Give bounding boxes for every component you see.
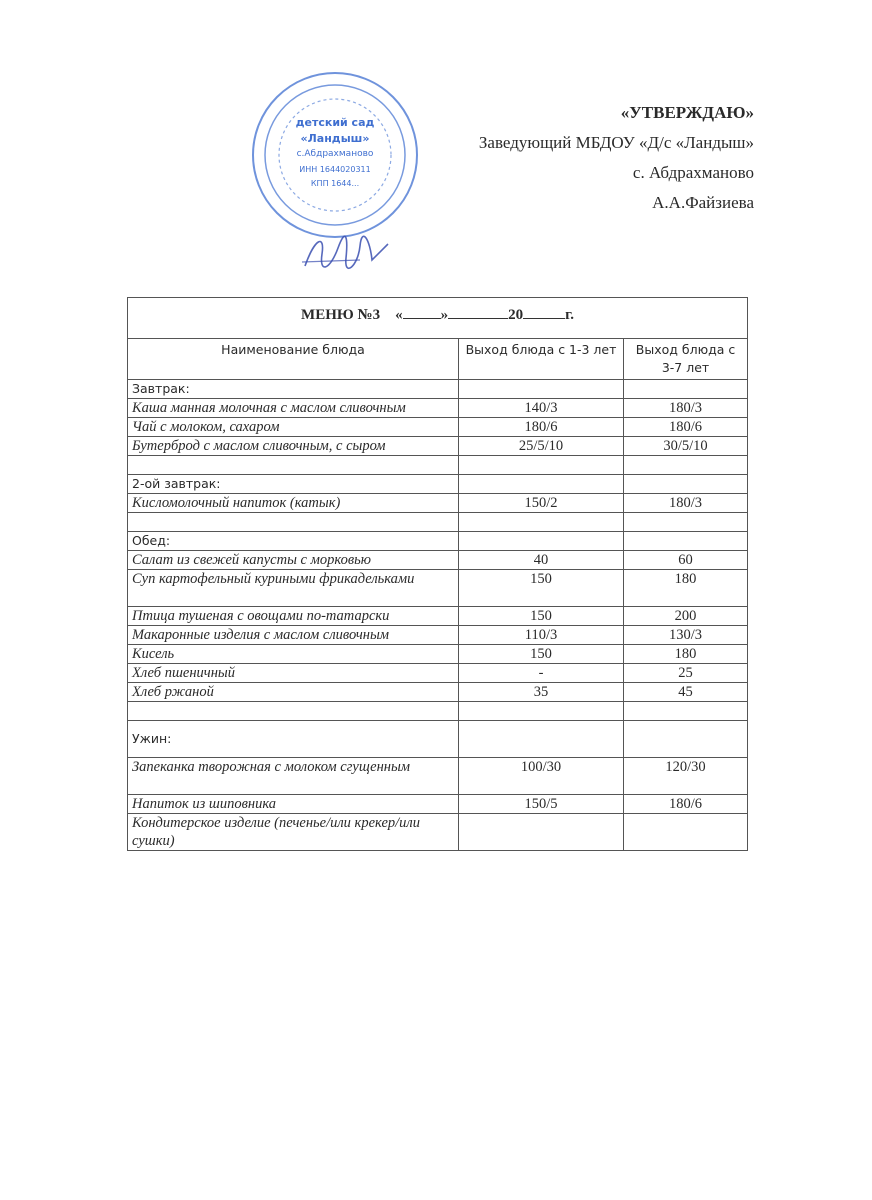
menu-table: [127, 297, 748, 851]
table-row: [128, 570, 748, 607]
dish-name-cell: Суп картофельный куриными фрикадельками: [128, 570, 459, 607]
yield-3-7-cell: 25: [624, 664, 748, 683]
official-stamp-icon: [250, 70, 420, 240]
yield-1-3-cell: 25/5/10: [459, 437, 624, 456]
yield-3-7-cell: [624, 456, 748, 475]
yield-3-7-cell: [624, 513, 748, 532]
section-row: [128, 475, 748, 494]
dish-name-cell: Обед:: [128, 532, 459, 551]
table-row: [128, 418, 748, 437]
yield-3-7-cell: [624, 380, 748, 399]
yield-1-3-cell: 40: [459, 551, 624, 570]
yield-1-3-cell: 150: [459, 570, 624, 607]
yield-3-7-cell: 180/3: [624, 399, 748, 418]
yield-1-3-cell: 35: [459, 683, 624, 702]
dish-name-cell: Кисломолочный напиток (катык): [128, 494, 459, 513]
yield-1-3-cell: -: [459, 664, 624, 683]
table-row: [128, 758, 748, 795]
yield-3-7-cell: [624, 475, 748, 494]
yield-3-7-cell: 180/6: [624, 795, 748, 814]
yield-1-3-cell: [459, 532, 624, 551]
section-row: [128, 532, 748, 551]
dish-name-cell: [128, 456, 459, 475]
approval-position: Заведующий МБДОУ «Д/с «Ландыш»: [478, 133, 754, 152]
yield-3-7-cell: 45: [624, 683, 748, 702]
approval-village: с. Абдрахманово: [632, 163, 754, 182]
dish-name-cell: Ужин:: [128, 721, 459, 758]
yield-3-7-cell: 120/30: [624, 758, 748, 795]
year-suffix: г.: [565, 307, 574, 323]
yield-1-3-cell: [459, 702, 624, 721]
approval-title: «УТВЕРЖДАЮ»: [620, 103, 754, 122]
yield-3-7-cell: 60: [624, 551, 748, 570]
stamp-text-1: детский сад: [295, 116, 375, 129]
dish-name-cell: [128, 702, 459, 721]
table-row: [128, 645, 748, 664]
yield-1-3-cell: 150: [459, 607, 624, 626]
table-row: [128, 607, 748, 626]
column-header-yield-1-3: Выход блюда с 1-3 лет: [459, 339, 624, 380]
year-prefix: 20: [508, 307, 524, 323]
stamp-inn: ИНН 1644020311: [299, 165, 371, 174]
dish-name-cell: Каша манная молочная с маслом сливочным: [128, 399, 459, 418]
yield-3-7-cell: 180/6: [624, 418, 748, 437]
approval-block: [479, 98, 754, 218]
table-row: [128, 814, 748, 851]
yield-1-3-cell: [459, 721, 624, 758]
dish-name-cell: Напиток из шиповника: [128, 795, 459, 814]
table-row: [128, 399, 748, 418]
stamp-text-3: с.Абдрахманово: [296, 149, 374, 159]
date-close-quote: »: [440, 307, 449, 323]
dish-name-cell: Кисель: [128, 645, 459, 664]
year-blank: [523, 304, 565, 319]
yield-1-3-cell: 180/6: [459, 418, 624, 437]
yield-1-3-cell: 150/5: [459, 795, 624, 814]
signature-icon: [300, 232, 390, 272]
yield-3-7-cell: [624, 532, 748, 551]
table-row: [128, 437, 748, 456]
table-row: [128, 664, 748, 683]
yield-1-3-cell: 150: [459, 645, 624, 664]
yield-1-3-cell: [459, 513, 624, 532]
dish-name-cell: Салат из свежей капусты с морковью: [128, 551, 459, 570]
yield-3-7-cell: [624, 721, 748, 758]
yield-3-7-cell: 200: [624, 607, 748, 626]
table-row: [128, 626, 748, 645]
empty-row: [128, 456, 748, 475]
dish-name-cell: 2-ой завтрак:: [128, 475, 459, 494]
dish-name-cell: [128, 513, 459, 532]
approval-signatory: А.А.Файзиева: [652, 193, 754, 212]
dish-name-cell: Бутерброд с маслом сливочным, с сыром: [128, 437, 459, 456]
month-blank: [448, 304, 508, 319]
dish-name-cell: Хлеб пшеничный: [128, 664, 459, 683]
menu-title-prefix: МЕНЮ №3: [301, 307, 381, 323]
yield-1-3-cell: 100/30: [459, 758, 624, 795]
yield-3-7-cell: 130/3: [624, 626, 748, 645]
yield-3-7-cell: 30/5/10: [624, 437, 748, 456]
yield-1-3-cell: 150/2: [459, 494, 624, 513]
dish-name-cell: Птица тушеная с овощами по-татарски: [128, 607, 459, 626]
menu-title: [128, 298, 748, 339]
dish-name-cell: Чай с молоком, сахаром: [128, 418, 459, 437]
dish-name-cell: Кондитерское изделие (печенье/или крекер/или сушки): [128, 814, 459, 851]
table-row: [128, 551, 748, 570]
empty-row: [128, 513, 748, 532]
section-row: [128, 721, 748, 758]
section-row: [128, 380, 748, 399]
yield-3-7-cell: 180/3: [624, 494, 748, 513]
yield-3-7-cell: 180: [624, 570, 748, 607]
table-row: [128, 795, 748, 814]
yield-1-3-cell: [459, 380, 624, 399]
date-open-quote: «: [395, 307, 403, 323]
dish-name-cell: Хлеб ржаной: [128, 683, 459, 702]
dish-name-cell: Завтрак:: [128, 380, 459, 399]
yield-1-3-cell: [459, 475, 624, 494]
dish-name-cell: Макаронные изделия с маслом сливочным: [128, 626, 459, 645]
yield-1-3-cell: 140/3: [459, 399, 624, 418]
table-row: [128, 494, 748, 513]
dish-name-cell: Запеканка творожная с молоком сгущенным: [128, 758, 459, 795]
yield-1-3-cell: 110/3: [459, 626, 624, 645]
column-header-dish: Наименование блюда: [128, 339, 459, 380]
yield-3-7-cell: [624, 814, 748, 851]
table-row: [128, 683, 748, 702]
yield-3-7-cell: [624, 702, 748, 721]
empty-row: [128, 702, 748, 721]
stamp-kpp: КПП 1644...: [310, 179, 360, 188]
column-header-yield-3-7: Выход блюда с 3-7 лет: [624, 339, 748, 380]
column-header-row: [128, 339, 748, 380]
yield-3-7-cell: 180: [624, 645, 748, 664]
stamp-text-2: «Ландыш»: [300, 132, 370, 145]
yield-1-3-cell: [459, 456, 624, 475]
day-blank: [403, 304, 441, 319]
yield-1-3-cell: [459, 814, 624, 851]
